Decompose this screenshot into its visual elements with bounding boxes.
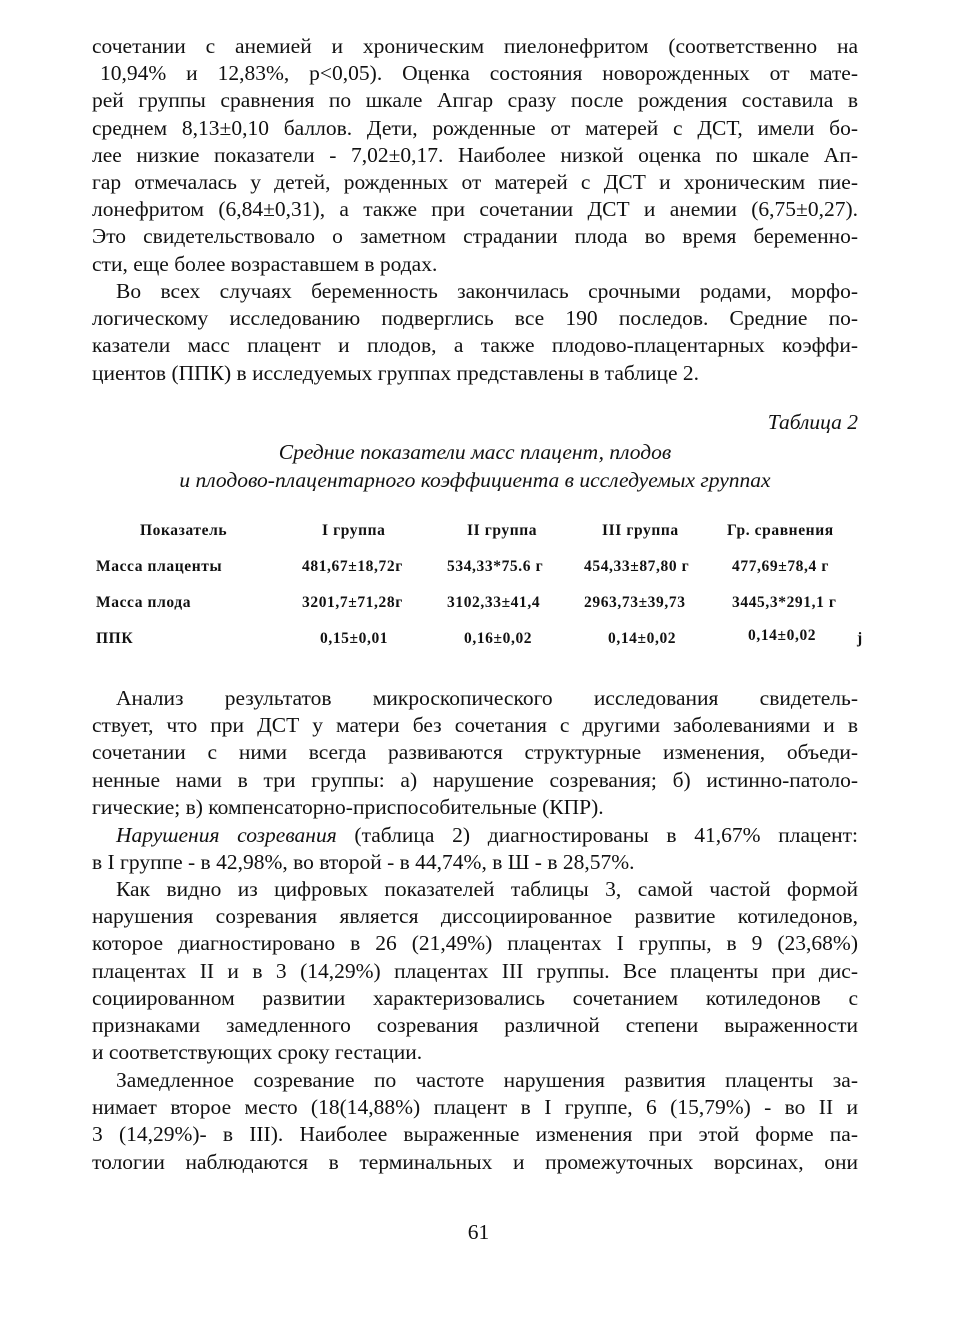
text-fragment: (таблица 2) диагностированы в 41,67% плацент:: [336, 823, 858, 847]
table-row: [92, 594, 872, 630]
text-line: сти, еще более возраставшем в родах.: [92, 251, 438, 276]
table-cell: 3102,33±41,4: [447, 594, 541, 611]
text-line: рей группы сравнения по шкале Апгар сразу после рождения составила в: [92, 88, 858, 113]
text-line: гические; в) компенсаторно-приспособительные (КПР).: [92, 794, 604, 819]
table-header-cell: I группа: [322, 522, 386, 539]
table-cell: 477,69±78,4 г: [732, 558, 829, 575]
text-line: 10,94% и 12,83%, p<0,05). Оценка состояния новорожденных от мате-: [100, 61, 858, 86]
text-line: казатели масс плацент и плодов, а также плодово-плацентарных коэффи-: [92, 333, 858, 358]
table-label: Таблица 2: [767, 410, 858, 434]
text-line: Замедленное созревание по частоте нарушения развития плаценты за-: [116, 1068, 858, 1092]
table-row: [92, 627, 872, 666]
table-cell: 534,33*75.6 г: [447, 558, 544, 575]
stray-mark: j: [857, 630, 863, 647]
text-line: лонефритом (6,84±0,31), а также при сочетании ДСТ и анемии (6,75±0,27).: [92, 197, 858, 222]
table-cell: 3445,3*291,1 г: [732, 594, 837, 611]
text-line: плацентах II и в 3 (14,29%) плацентах III группы. Все плаценты при дис-: [92, 958, 858, 983]
table-header-row: [92, 522, 872, 558]
paragraph-placenta-mass: [92, 278, 858, 387]
table-caption: [92, 438, 858, 494]
text-line: Анализ результатов микроскопического исследования свидетель-: [116, 686, 858, 710]
text-line: социированном развитии характеризовались сочетанием котиледонов с: [92, 985, 858, 1010]
table-caption-line: Средние показатели масс плацент, плодов: [278, 440, 672, 464]
text-line: и соответствующих сроку гестации.: [92, 1040, 423, 1065]
table-cell: 0,16±0,02: [464, 630, 533, 647]
table-header-cell: Гр. сравнения: [727, 522, 834, 539]
table-caption-line: и плодово-плацентарного коэффициента в исследуемых группах: [179, 468, 771, 492]
table-cell: 0,14±0,02: [608, 630, 677, 647]
table-header-cell: Показатель: [140, 522, 228, 539]
text-line: признаками замедленного созревания различной степени выраженности: [92, 1012, 858, 1037]
table-cell: 454,33±87,80 г: [584, 558, 690, 575]
text-line: Это свидетельствовало о заметном страдании плода во время беременно-: [92, 224, 858, 249]
text-line: в I группе - в 42,98%, во второй - в 44,74%, в Ш - в 28,57%.: [92, 850, 635, 875]
text-line: [92, 822, 858, 849]
text-line: которое диагностировано в 26 (21,49%) плацентах I группы, в 9 (23,68%): [92, 931, 858, 956]
paragraph-delayed: [92, 1067, 858, 1176]
table-cell: 0,15±0,01: [320, 630, 389, 647]
text-line: логическому исследованию подверглись все 190 последов. Средние по-: [92, 306, 858, 331]
text-line: среднем 8,13±0,10 баллов. Дети, рожденные от матерей с ДСТ, имели бо-: [92, 115, 858, 140]
text-line: сочетании с анемией и хроническим пиелонефритом (соответственно на: [92, 34, 858, 58]
data-table: [92, 522, 872, 666]
paragraph-dissociated: [92, 876, 858, 1066]
table-cell: Масса плода: [96, 594, 192, 611]
text-line: гар отмечалась у детей, рожденных от матерей с ДСТ и хроническим пие-: [92, 169, 858, 194]
text-line: циентов (ППК) в исследуемых группах представлены в таблице 2.: [92, 360, 700, 385]
table-cell: 2963,73±39,73: [584, 594, 686, 611]
table-header-cell: II группа: [467, 522, 538, 539]
text-line: нимает второе место (18(14,88%) плацент в I группе, 6 (15,79%) - во II и: [92, 1095, 858, 1120]
table-cell: ППК: [96, 630, 134, 647]
text-line: ствует, что при ДСТ у матери без сочетания с другими заболеваниями и в: [92, 713, 858, 738]
text-line: Во всех случаях беременность закончилась срочными родами, морфо-: [116, 279, 858, 303]
text-line: лее низкие показатели - 7,02±0,17. Наиболее низкой оценка по шкале Ап-: [92, 142, 858, 167]
text-line: нарушения созревания является диссоциированное развитие котиледонов,: [92, 904, 858, 929]
text-line: тологии наблюдаются в терминальных и промежуточных ворсинах, они: [92, 1149, 858, 1174]
table-header-cell: III группа: [602, 522, 679, 539]
paragraph-maturation: [92, 822, 858, 876]
text-line: 3 (14,29%)- в III). Наиболее выраженные изменения при этой форме па-: [92, 1122, 858, 1147]
table-cell: 0,14±0,02: [748, 627, 817, 644]
table-cell: Масса плаценты: [96, 558, 223, 575]
paragraph-microscopy: [92, 685, 858, 821]
text-line: ненные нами в три группы: а) нарушение созревания; б) истинно-патоло-: [92, 767, 858, 792]
text-line: Как видно из цифровых показателей таблицы 3, самой частой формой: [116, 877, 858, 901]
table-cell: 3201,7±71,28г: [302, 594, 403, 611]
paragraph-apgar: [92, 33, 858, 278]
italic-term: Нарушения созревания: [116, 823, 337, 847]
text-line: сочетании с ними всегда развиваются структурные изменения, объеди-: [92, 740, 858, 765]
page-number: 61: [467, 1220, 490, 1244]
table-cell: 481,67±18,72г: [302, 558, 403, 575]
table-row: [92, 558, 872, 594]
